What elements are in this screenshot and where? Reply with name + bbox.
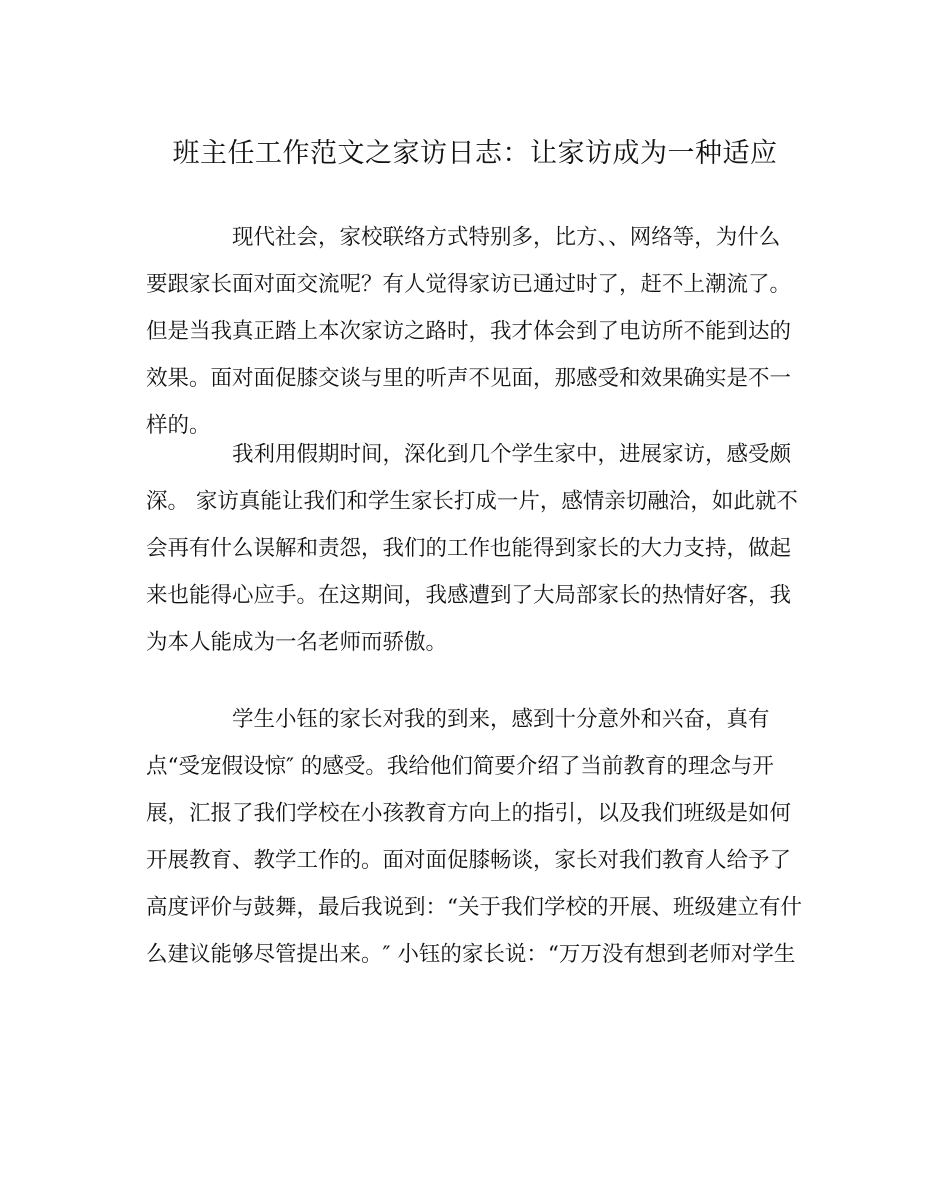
paragraph-line: 为本人能成为一名老师而骄傲。 (146, 630, 448, 655)
paragraph-line: 我利用假期时间，深化到几个学生家中，进展家访，感受颇 (232, 442, 792, 467)
paragraph-line: 来也能得心应手。在这期间，我感遭到了大局部家长的热情好客，我 (146, 583, 792, 608)
paragraph-line: 现代社会，家校联络方式特别多，比方、、网络等，为什么 (232, 225, 781, 250)
paragraph-line: 么建议能够尽管提出来。″ 小钰的家长说：“万万没有想到老师对学生 (146, 942, 796, 967)
paragraph-line: 高度评价与鼓舞，最后我说到：“关于我们学校的开展、班级建立有什 (146, 895, 802, 920)
paragraph-line: 但是当我真正踏上本次家访之路时，我才体会到了电访所不能到达的 (146, 319, 792, 344)
paragraph-line: 效果。面对面促膝交谈与里的听声不见面，那感受和效果确实是不一 (146, 366, 792, 391)
paragraph-line: 会再有什么误解和责怨，我们的工作也能得到家长的大力支持，做起 (146, 536, 792, 561)
paragraph-line: 开展教育、教学工作的。面对面促膝畅谈，家长对我们教育人给予了 (146, 848, 792, 873)
paragraph-line: 点“受宠假设惊″ 的感受。我给他们简要介绍了当前教育的理念与开 (146, 754, 774, 779)
paragraph-line: 展，汇报了我们学校在小孩教育方向上的指引，以及我们班级是如何 (146, 801, 792, 826)
paragraph-line: 学生小钰的家长对我的到来，感到十分意外和兴奋，真有 (232, 707, 770, 732)
document-title: 班主任工作范文之家访日志：让家访成为一种适应 (172, 138, 778, 169)
paragraph-line: 样的。 (146, 413, 211, 438)
paragraph-line: 要跟家长面对面交流呢？有人觉得家访已通过时了，赶不上潮流了。 (146, 272, 792, 297)
paragraph-line: 深。 家访真能让我们和学生家长打成一片，感情亲切融洽，如此就不 (146, 489, 798, 514)
